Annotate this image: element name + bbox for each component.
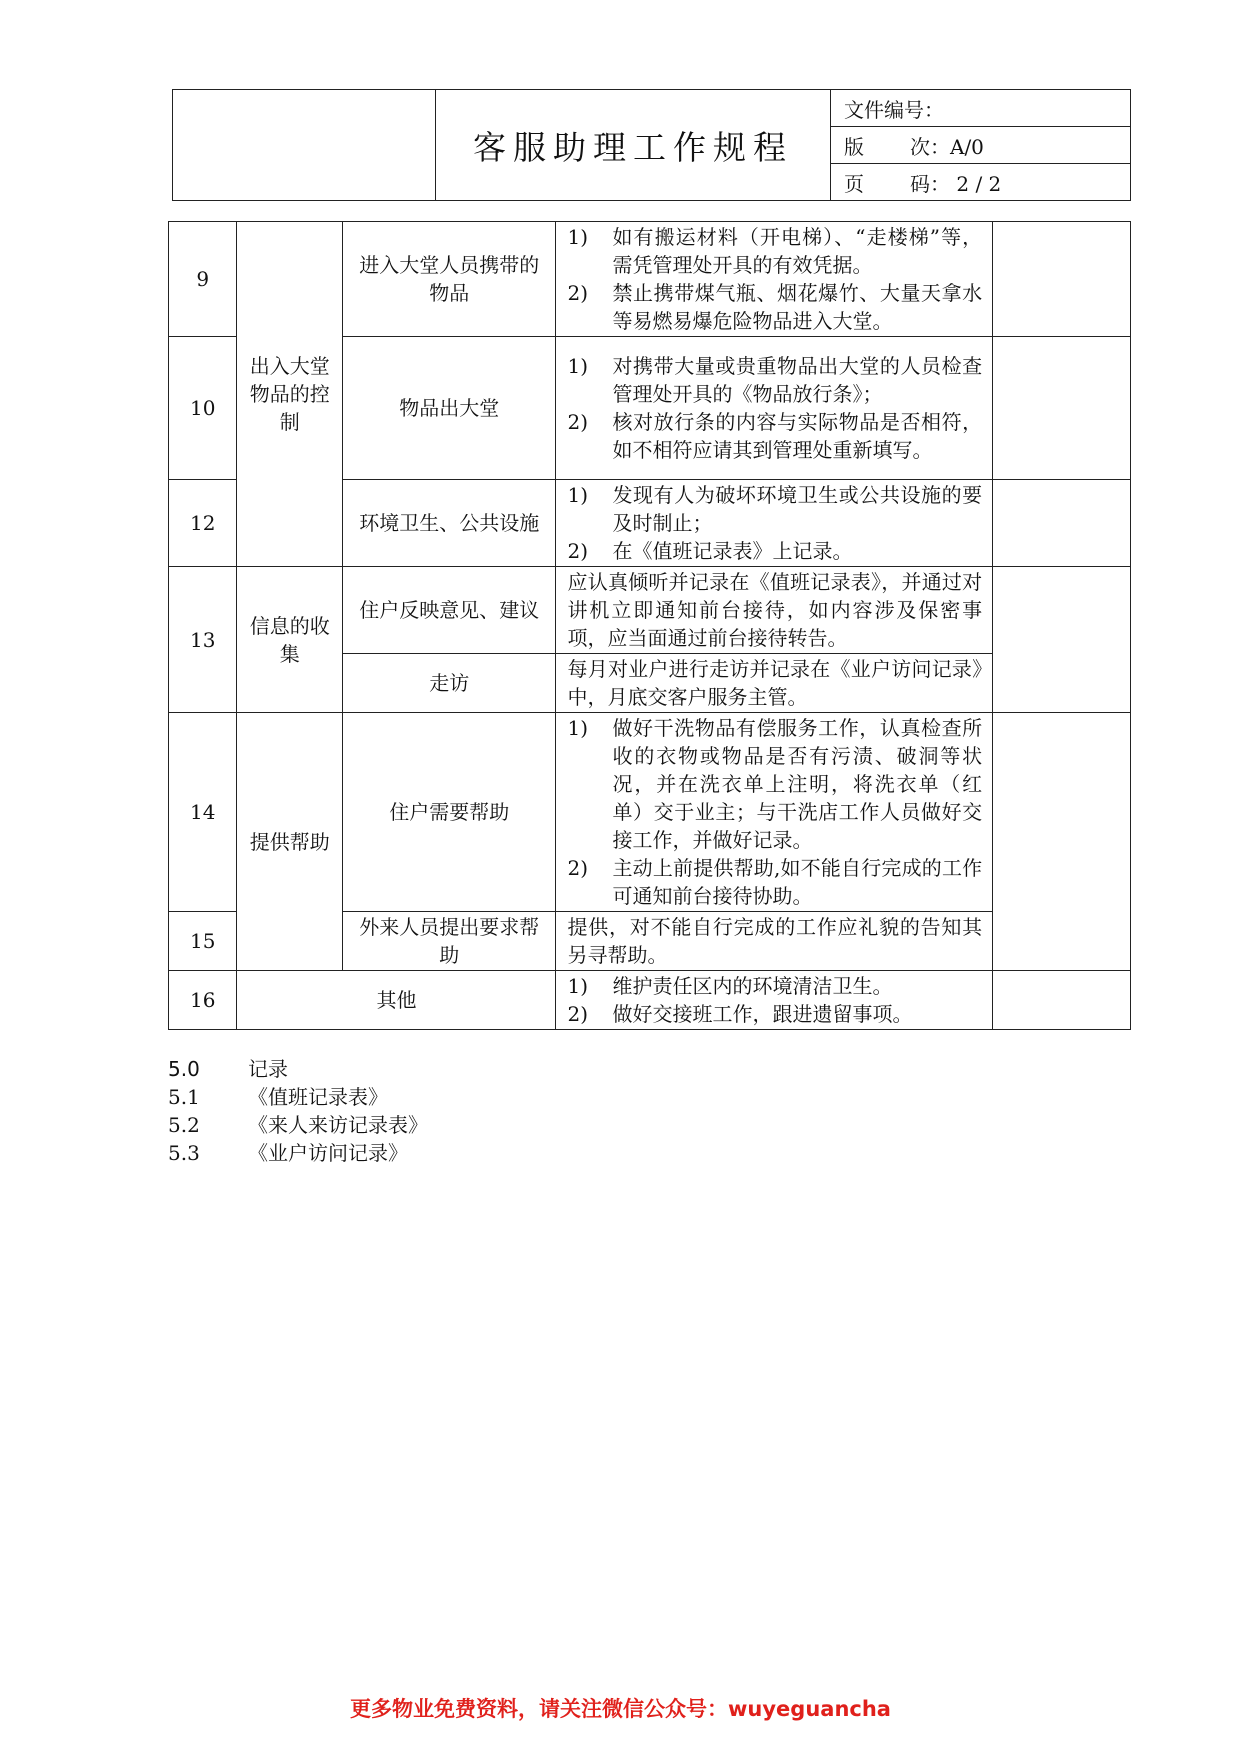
- remarks-cell: [993, 337, 1131, 480]
- item-cell: 物品出大堂: [343, 337, 556, 480]
- description-cell: 每月对业户进行走访并记录在《业户访问记录》中，月底交客户服务主管。: [556, 654, 993, 713]
- item-cell: 进入大堂人员携带的物品: [343, 222, 556, 337]
- table-row: [169, 567, 1131, 654]
- page-number: 页 码： 2 / 2: [831, 164, 1131, 201]
- row-number: 13: [169, 567, 237, 713]
- remarks-cell: [993, 222, 1131, 337]
- category-cell: 信息的收集: [237, 567, 343, 713]
- list-item: 5.2 《来人来访记录表》: [168, 1113, 428, 1137]
- document-header: [172, 89, 1131, 201]
- item-cell: 外来人员提出要求帮助: [343, 912, 556, 971]
- row-number: 12: [169, 480, 237, 567]
- row-number: 14: [169, 713, 237, 912]
- row-number: 10: [169, 337, 237, 480]
- version: 版 次：A/0: [831, 127, 1131, 164]
- table-row: [169, 713, 1131, 912]
- row-number: 16: [169, 971, 237, 1030]
- item-cell: 走访: [343, 654, 556, 713]
- description-cell: 应认真倾听并记录在《值班记录表》，并通过对讲机立即通知前台接待，如内容涉及保密事项，应当面通过前台接待转告。: [556, 567, 993, 654]
- description-cell: 1) 发现有人为破坏环境卫生或公共设施的要及时制止； 2) 在《值班记录表》上记录。: [556, 480, 993, 567]
- records-section: [168, 1055, 428, 1167]
- document-title: 客服助理工作规程: [436, 90, 831, 201]
- footer-promo-text: 更多物业免费资料，请关注微信公众号：wuyeguancha: [350, 1697, 891, 1721]
- item-cell: 住户反映意见、建议: [343, 567, 556, 654]
- row-number: 9: [169, 222, 237, 337]
- remarks-cell: [993, 567, 1131, 713]
- item-cell: 其他: [237, 971, 556, 1030]
- row-number: 15: [169, 912, 237, 971]
- description-cell: 1) 做好干洗物品有偿服务工作，认真检查所收的衣物或物品是否有污渍、破洞等状况，并在洗衣单上注明，将洗衣单（红单）交于业主；与干洗店工作人员做好交接工作，并做好记录。 2) 主动上前提供帮助,如不能自行完成的工作可通知前台接待协助。: [556, 713, 993, 912]
- list-item: 5.3 《业户访问记录》: [168, 1141, 408, 1165]
- description-cell: 1) 维护责任区内的环境清洁卫生。 2) 做好交接班工作，跟进遗留事项。: [556, 971, 993, 1030]
- remarks-cell: [993, 480, 1131, 567]
- description-cell: 1) 对携带大量或贵重物品出大堂的人员检查管理处开具的《物品放行条》； 2) 核对放行条的内容与实际物品是否相符，如不相符应请其到管理处重新填写。: [556, 337, 993, 480]
- records-heading: 5.0 记录: [168, 1057, 288, 1081]
- description-cell: 提供，对不能自行完成的工作应礼貌的告知其另寻帮助。: [556, 912, 993, 971]
- item-cell: 住户需要帮助: [343, 713, 556, 912]
- remarks-cell: [993, 971, 1131, 1030]
- logo-cell: [173, 90, 436, 201]
- category-cell: 提供帮助: [237, 713, 343, 971]
- description-cell: 1) 如有搬运材料（开电梯）、“走楼梯”等，需凭管理处开具的有效凭据。 2) 禁止携带煤气瓶、烟花爆竹、大量天拿水等易燃易爆危险物品进入大堂。: [556, 222, 993, 337]
- item-cell: 环境卫生、公共设施: [343, 480, 556, 567]
- table-row: [169, 971, 1131, 1030]
- list-item: 5.1 《值班记录表》: [168, 1085, 388, 1109]
- table-row: [169, 222, 1131, 337]
- procedure-table: [168, 221, 1131, 1030]
- category-cell: 出入大堂物品的控制: [237, 222, 343, 567]
- remarks-cell: [993, 713, 1131, 971]
- file-number: 文件编号：: [831, 90, 1131, 127]
